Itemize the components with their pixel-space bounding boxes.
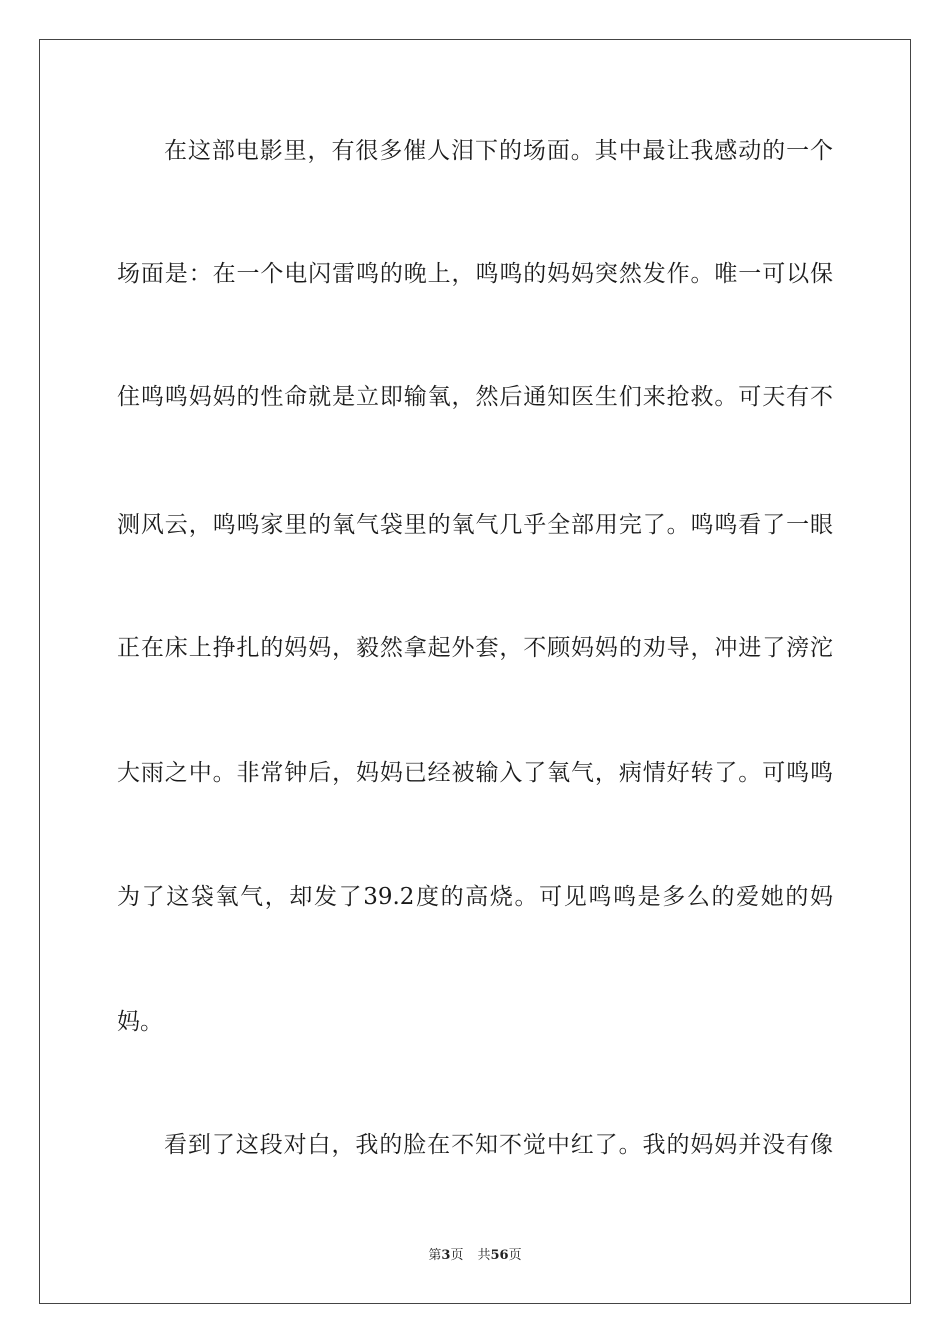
page-footer <box>0 1248 950 1264</box>
page-suffix: 页 <box>450 1248 464 1263</box>
paragraph-1-line-7: 为了这袋氧气，却发了39.2度的高烧。可见鸣鸣是多么的爱她的妈 <box>117 884 833 910</box>
page-number: 3 <box>441 1248 451 1263</box>
paragraph-1-line-1: 在这部电影里，有很多催人泪下的场面。其中最让我感动的一个 <box>164 138 833 164</box>
paragraph-1-line-5: 正在床上挣扎的妈妈，毅然拿起外套，不顾妈妈的劝导，冲进了滂沱 <box>117 635 833 661</box>
paragraph-1-line-2: 场面是：在一个电闪雷鸣的晚上，鸣鸣的妈妈突然发作。唯一可以保 <box>117 261 833 287</box>
total-pages: 56 <box>490 1248 509 1263</box>
paragraph-1-line-6: 大雨之中。非常钟后，妈妈已经被输入了氧气，病情好转了。可鸣鸣 <box>117 760 833 786</box>
total-prefix: 共 <box>477 1248 491 1263</box>
paragraph-1-line-8: 妈。 <box>117 1009 163 1035</box>
total-suffix: 页 <box>508 1248 522 1263</box>
paragraph-1-line-4: 测风云，鸣鸣家里的氧气袋里的氧气几乎全部用完了。鸣鸣看了一眼 <box>117 512 833 538</box>
page-border <box>39 39 911 1304</box>
paragraph-2-line-1: 看到了这段对白，我的脸在不知不觉中红了。我的妈妈并没有像 <box>164 1132 833 1158</box>
page-prefix: 第 <box>428 1248 442 1263</box>
paragraph-1-line-3: 住鸣鸣妈妈的性命就是立即输氧，然后通知医生们来抢救。可天有不 <box>117 384 833 410</box>
